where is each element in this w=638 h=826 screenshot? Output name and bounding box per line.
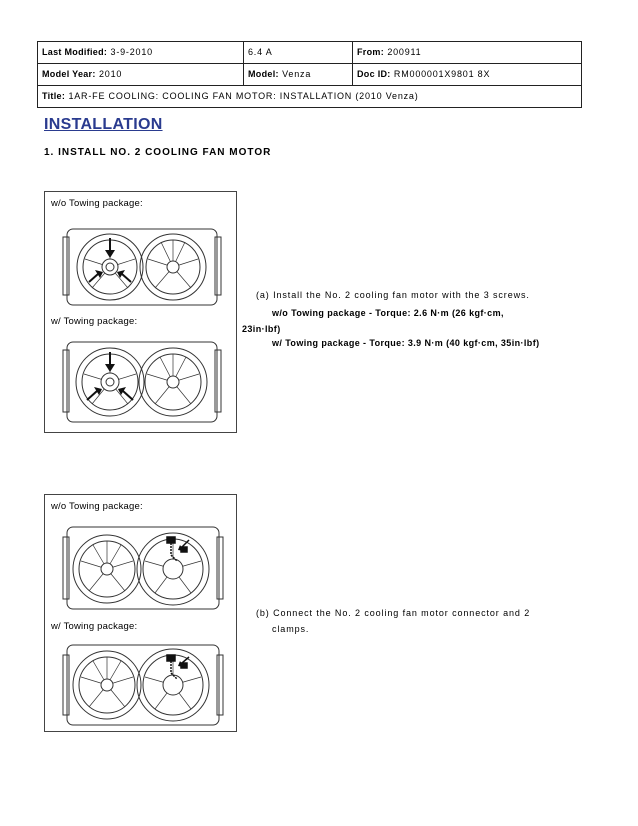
- from-cell: From: 200911: [357, 47, 422, 57]
- model-cell: Model: Venza: [244, 64, 353, 85]
- instruction-a: (a) Install the No. 2 cooling fan motor with the 3 screws.: [256, 290, 530, 300]
- title-cell: Title: 1AR-FE COOLING: COOLING FAN MOTOR: INSTALLATION (2010 Venza): [42, 91, 419, 101]
- section-title: INSTALLATION: [44, 116, 163, 133]
- header-row-1: [38, 42, 581, 64]
- figure2-label-with-towing: w/ Towing package:: [51, 621, 138, 632]
- document-header-table: [37, 41, 582, 108]
- torque-without-towing-line1: w/o Towing package - Torque: 2.6 N·m (26 kgf·cm,: [272, 308, 504, 318]
- fan-shroud-top: [63, 229, 221, 305]
- torque-without-towing-line2: 23in·lbf): [242, 324, 281, 334]
- figure-fan-motor-connector: [44, 494, 237, 732]
- figure-fan-motor-screws: [44, 191, 237, 433]
- instruction-b-line1: (b) Connect the No. 2 cooling fan motor connector and 2: [256, 608, 531, 618]
- figure2-label-without-towing: w/o Towing package:: [51, 501, 143, 512]
- fan-shroud-bottom: [63, 342, 221, 422]
- torque-with-towing: w/ Towing package - Torque: 3.9 N·m (40 kgf·cm, 35in·lbf): [272, 338, 540, 348]
- last-modified-cell: Last Modified: 3-9-2010: [38, 42, 244, 63]
- header-row-3: [38, 86, 581, 107]
- instruction-b-line2: clamps.: [272, 624, 310, 634]
- model-year-cell: Model Year: 2010: [38, 64, 244, 85]
- header-row-2: [38, 64, 581, 86]
- connector-clamps-top: [167, 537, 189, 561]
- doc-id-cell: Doc ID: RM000001X9801 8X: [357, 69, 491, 79]
- fan-motor-connector-diagram: [45, 495, 236, 731]
- fan-assembly-top: [63, 527, 223, 609]
- figure1-label-without-towing: w/o Towing package:: [51, 198, 143, 209]
- step-title: 1. INSTALL NO. 2 COOLING FAN MOTOR: [44, 147, 272, 158]
- fan-motor-screws-diagram: [45, 192, 236, 432]
- figure1-label-with-towing: w/ Towing package:: [51, 316, 138, 327]
- version-cell: 6.4 A: [244, 42, 353, 63]
- fan-assembly-bottom: [63, 645, 223, 725]
